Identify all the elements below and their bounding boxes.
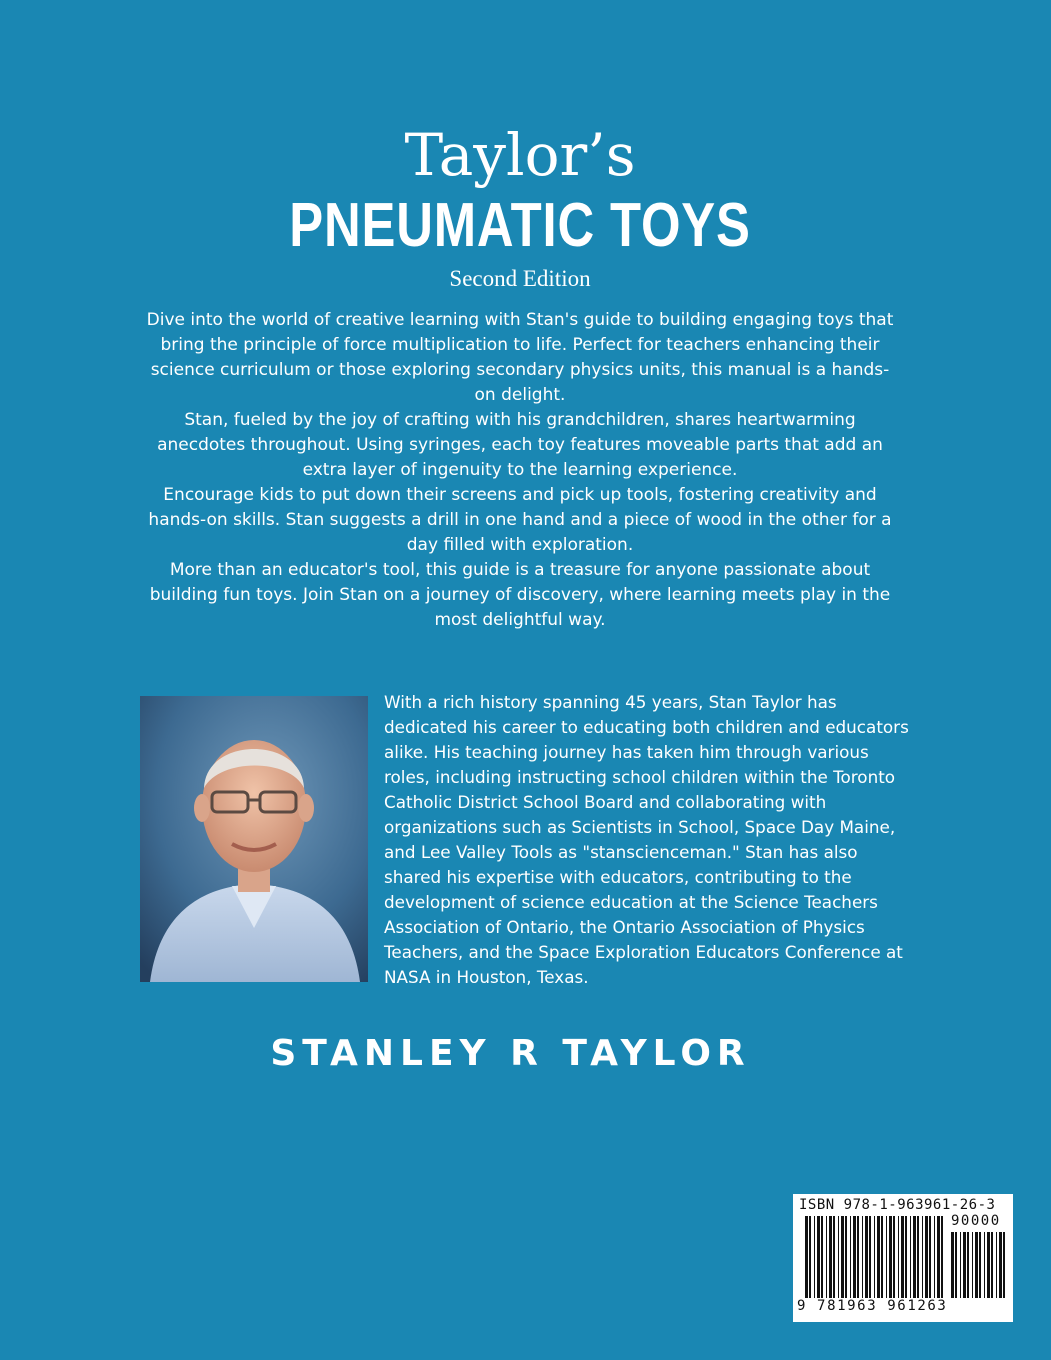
- title-script: Taylor’s: [404, 121, 636, 189]
- book-title: PNEUMATIC TOYS: [289, 191, 751, 260]
- isbn-barcode: [793, 1194, 1013, 1322]
- author-photo: [140, 696, 368, 982]
- author-name: STANLEY R TAYLOR: [270, 1033, 751, 1074]
- blurb-paragraph: More than an educator's tool, this guide is a treasure for anyone passionate about building fun toys. Join Stan on a journey of discovery, where learning meets play in the most delightful way.: [149, 560, 891, 630]
- isbn-label: ISBN 978-1-963961-26-3: [799, 1197, 996, 1213]
- blurb-paragraph: Stan, fueled by the joy of crafting with his grandchildren, shares heartwarming anecdotes throughout. Using syringes, each toy features moveable parts that add an extra layer of ingenuity to the learning experience.: [157, 410, 883, 480]
- blurb-paragraph: Dive into the world of creative learning with Stan's guide to building engaging toys that bring the principle of force multiplication to life. Perfect for teachers enhancing their science curriculum or those exploring secondary physics units, this manual is a hands-on delight.: [146, 310, 894, 405]
- blurb: [140, 308, 900, 633]
- addon-digits: 90000: [951, 1213, 1001, 1229]
- ean-digits: 9 781963 961263: [797, 1298, 948, 1314]
- author-bio: With a rich history spanning 45 years, Stan Taylor has dedicated his career to educating both children and educators alike. His teaching journey has taken him through various roles, including instructing school children within the Toronto Catholic District School Board and collaborating with organizations such as Scientists in School, Space Day Maine, and Lee Valley Tools as "stanscienceman." Stan has also shared his expertise with educators, contributing to the development of science education at the Science Teachers Association of Ontario, the Ontario Association of Physics Teachers, and the Space Exploration Educators Conference at NASA in Houston, Texas.: [384, 692, 909, 987]
- blurb-paragraph: Encourage kids to put down their screens and pick up tools, fostering creativity and hands-on skills. Stan suggests a drill in one hand and a piece of wood in the other for a day filled with exploration.: [148, 485, 892, 555]
- edition-label: Second Edition: [449, 266, 591, 291]
